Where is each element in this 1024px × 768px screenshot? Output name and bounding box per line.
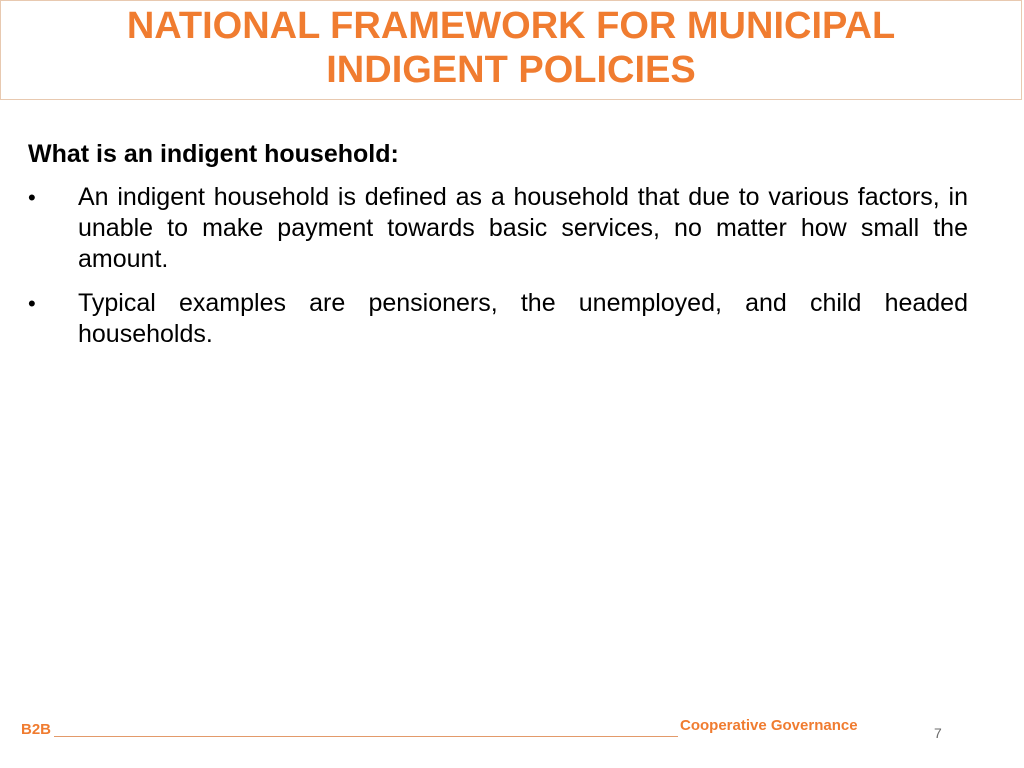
slide-footer: [0, 708, 1024, 768]
bullet-item-1: [28, 182, 968, 275]
bullet-icon: •: [28, 291, 36, 316]
footer-org-label: Cooperative Governance: [680, 717, 858, 734]
slide-content: [28, 138, 968, 363]
footer-divider: [54, 736, 678, 737]
bullet-text-1: An indigent household is defined as a household that due to various factors, in unable to make payment towards basic services, no matter how small the amount.: [78, 183, 968, 273]
page-number: 7: [934, 725, 942, 741]
slide-title-line-1: NATIONAL FRAMEWORK FOR MUNICIPAL: [126, 5, 896, 47]
bullet-item-2: [28, 288, 968, 350]
title-box: [0, 0, 1022, 100]
footer-left-label: B2B: [21, 721, 52, 738]
subheading: What is an indigent household:: [28, 140, 399, 168]
bullet-text-2: Typical examples are pensioners, the unemployed, and child headed households.: [78, 289, 968, 348]
slide-title-line-2: INDIGENT POLICIES: [326, 49, 696, 91]
bullet-icon: •: [28, 185, 36, 210]
